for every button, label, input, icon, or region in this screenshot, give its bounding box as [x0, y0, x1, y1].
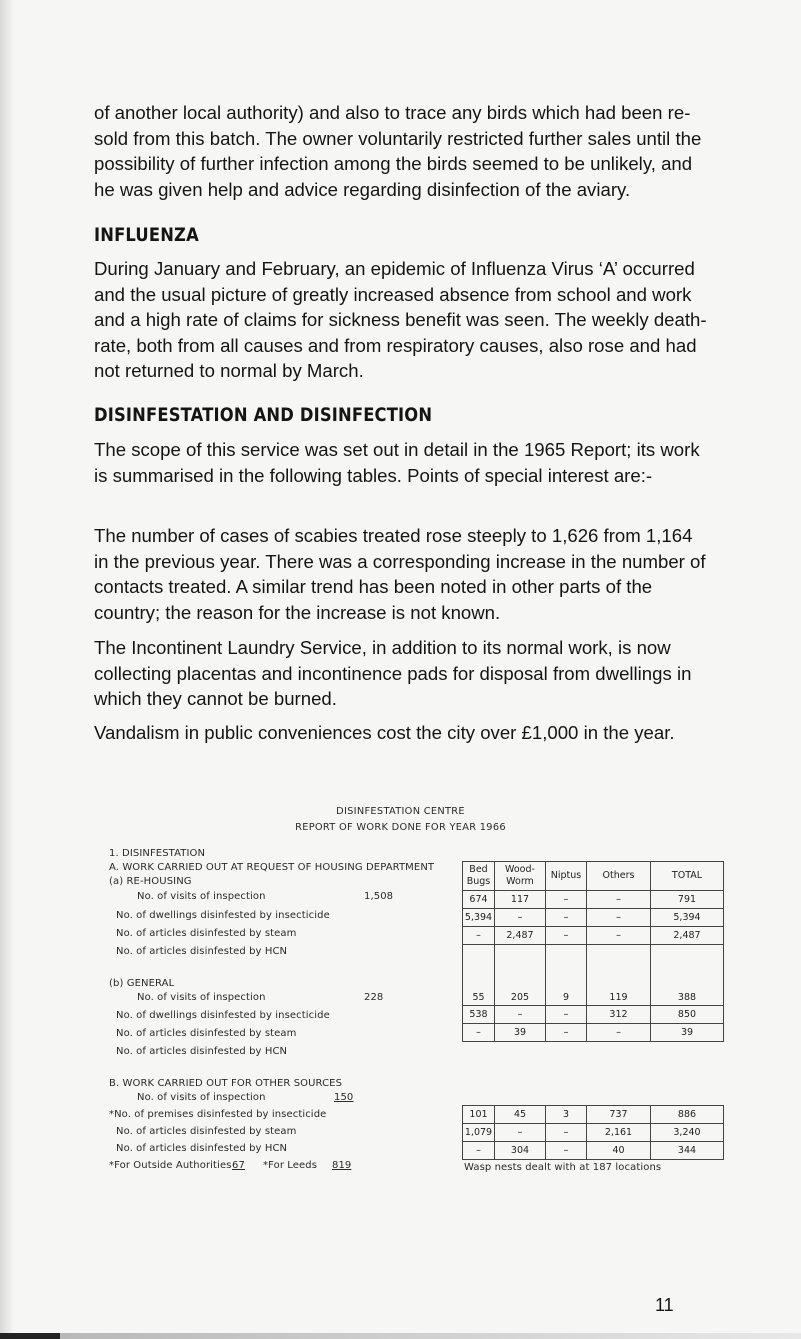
general-row-label: No. of dwellings disinfested by insecticide [116, 1010, 330, 1021]
general-row-label: No. of articles disinfested by HCN [116, 1046, 288, 1057]
other-row-label: No. of articles disinfested by steam [116, 1126, 297, 1137]
influenza-paragraph: During January and February, an epidemic of Influenza Virus ‘A’ occurred and the usual picture of greatly increased absence from school and work and a high rate of claims for sickness benefit was seen. The weekly death-rate, both from all causes and from respiratory causes, also rose and had not returned to normal by March. [94, 258, 707, 381]
table-cell: 791 [651, 891, 724, 909]
table-cell: 45 [495, 1106, 546, 1124]
section-1-label: 1. DISINFESTATION [109, 848, 206, 859]
section-a-label: A. WORK CARRIED OUT AT REQUEST OF HOUSING DEPARTMENT [109, 862, 435, 873]
table-cell: 55 [463, 945, 495, 1006]
table-cell: 3,240 [651, 1124, 724, 1142]
table-row [463, 1124, 724, 1142]
header-cell: TOTAL [651, 862, 724, 891]
table-cell: 388 [651, 945, 724, 1006]
disinfestation-paragraph-3: The Incontinent Laundry Service, in addition to its normal work, is now collecting placentas and incontinence pads for disposal from dwellings in which they cannot be burned. [94, 637, 692, 709]
table-cell: – [587, 927, 651, 945]
disinfestation-paragraph-4: Vandalism in public conveniences cost the city over £1,000 in the year. [94, 722, 675, 743]
general-visits-value: 228 [364, 992, 384, 1003]
rehousing-row-label: No. of articles disinfested by HCN [116, 946, 288, 957]
table-cell: – [495, 1124, 546, 1142]
rehousing-label: (a) RE-HOUSING [109, 876, 192, 887]
table-cell: 1,079 [463, 1124, 495, 1142]
general-row-label: No. of articles disinfested by steam [116, 1028, 297, 1039]
table-cell: 304 [495, 1142, 546, 1160]
page-number: 11 [655, 1295, 674, 1315]
table-cell: – [546, 891, 587, 909]
table-cell: – [546, 1142, 587, 1160]
wasp-note: Wasp nests dealt with at 187 locations [464, 1162, 662, 1173]
table-cell: 40 [587, 1142, 651, 1160]
table-cell: – [495, 909, 546, 927]
report-subtitle: REPORT OF WORK DONE FOR YEAR 1966 [295, 822, 506, 833]
table-cell: – [587, 891, 651, 909]
rehousing-row-label: No. of dwellings disinfested by insecticide [116, 910, 330, 921]
other-visits-label: No. of visits of inspection [137, 1092, 266, 1103]
table-cell: 5,394 [651, 909, 724, 927]
table-row [463, 891, 724, 909]
disinfestation-paragraph-2: The number of cases of scabies treated rose steeply to 1,626 from 1,164 in the previous year. There was a corresponding increase in the number of contacts treated. A similar trend has been noted in other parts of the country; the reason for the increase is not known. [94, 525, 706, 623]
table-cell: 117 [495, 891, 546, 909]
table-cell: – [546, 927, 587, 945]
rehousing-visits-label: No. of visits of inspection [137, 891, 266, 902]
disinfestation-paragraph-1: The scope of this service was set out in detail in the 1965 Report; its work is summarised in the following tables. Points of special interest are:- [94, 439, 700, 486]
other-visits-value: 150 [334, 1092, 354, 1103]
influenza-heading: INFLUENZA [94, 224, 199, 246]
table-cell: 538 [463, 1006, 495, 1024]
scan-edge-shadow [0, 0, 14, 1339]
table-cell: 2,161 [587, 1124, 651, 1142]
table-cell: – [463, 927, 495, 945]
table-cell: 205 [495, 945, 546, 1006]
header-cell: Bed Bugs [463, 862, 495, 891]
report-title: DISINFESTATION CENTRE [336, 806, 465, 817]
table-cell: 850 [651, 1006, 724, 1024]
table-row [463, 945, 724, 1006]
table-cell: 3 [546, 1106, 587, 1124]
table-row [463, 1142, 724, 1160]
header-cell: Niptus [546, 862, 587, 891]
rehousing-row-label: No. of articles disinfested by steam [116, 928, 297, 939]
table-row [463, 1024, 724, 1042]
footnote-leeds-label: *For Leeds [263, 1160, 318, 1171]
table-cell: 5,394 [463, 909, 495, 927]
header-cell: Others [587, 862, 651, 891]
table-row [463, 1006, 724, 1024]
other-sources-table [462, 1105, 724, 1160]
rehousing-visits-value: 1,508 [364, 891, 394, 902]
section-b-label: B. WORK CARRIED OUT FOR OTHER SOURCES [109, 1078, 343, 1089]
table-cell: – [546, 909, 587, 927]
intro-paragraph: of another local authority) and also to trace any birds which had been re-sold from this batch. The owner voluntarily restricted further sales until the possibility of further infection among the birds seemed to be unlikely, and he was given help and advice regarding disinfection of the aviary. [94, 102, 702, 200]
table-cell: – [463, 1142, 495, 1160]
table-cell: 101 [463, 1106, 495, 1124]
general-label: (b) GENERAL [109, 978, 175, 989]
other-row-label: *No. of premises disinfested by insecticide [109, 1109, 327, 1120]
table-cell: 119 [587, 945, 651, 1006]
table-row [463, 909, 724, 927]
table-cell: 886 [651, 1106, 724, 1124]
footnote-outside-value: 67 [232, 1160, 245, 1171]
table-row [463, 927, 724, 945]
table-cell: – [495, 1006, 546, 1024]
table-cell: 2,487 [651, 927, 724, 945]
other-row-label: No. of articles disinfested by HCN [116, 1143, 288, 1154]
table-cell: – [546, 1024, 587, 1042]
table-cell: – [546, 1006, 587, 1024]
footnote-leeds-value: 819 [332, 1160, 352, 1171]
table-cell: – [587, 909, 651, 927]
disinfestation-heading: DISINFESTATION AND DISINFECTION [94, 404, 433, 426]
table-cell: 2,487 [495, 927, 546, 945]
table-cell: – [546, 1124, 587, 1142]
footnote-outside-label: *For Outside Authorities [109, 1160, 232, 1171]
scan-edge-bar [0, 1333, 60, 1339]
table-cell: 344 [651, 1142, 724, 1160]
table-cell: 674 [463, 891, 495, 909]
table-cell: 39 [651, 1024, 724, 1042]
header-cell: Wood-Worm [495, 862, 546, 891]
table-cell: – [587, 1024, 651, 1042]
table-cell: – [463, 1024, 495, 1042]
table-header-row [463, 862, 724, 891]
table-cell: 9 [546, 945, 587, 1006]
general-visits-label: No. of visits of inspection [137, 992, 266, 1003]
housing-department-table [462, 861, 724, 1042]
scan-edge-strip [60, 1333, 801, 1339]
table-row [463, 1106, 724, 1124]
table-cell: 39 [495, 1024, 546, 1042]
table-cell: 312 [587, 1006, 651, 1024]
table-cell: 737 [587, 1106, 651, 1124]
